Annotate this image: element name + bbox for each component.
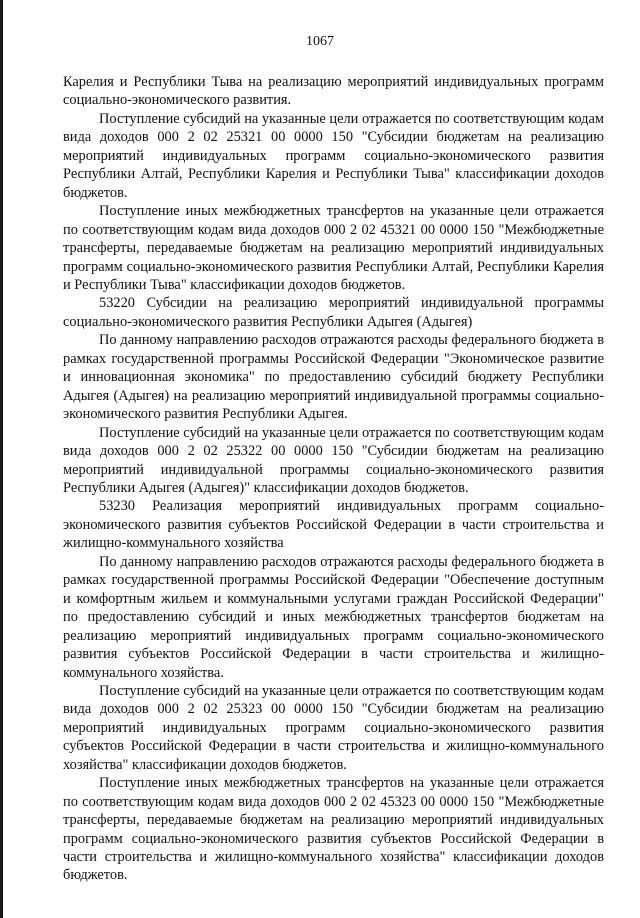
paragraph-9: Поступление субсидий на указанные цели отражается по соответствующим кодам вида доходов 000 2 02 25323 00 0000 150 "Субсидии бюджетам на реализацию мероприятий индивидуальных программ социально-экономического развития субъектов Российской Федерации в части строительства и жилищно-коммунального хозяйства" классификации доходов бюджетов. <box>63 682 604 773</box>
paragraph-1: Карелия и Республики Тыва на реализацию мероприятий индивидуальных программ социально-экономического развития. <box>63 74 604 109</box>
paragraph-10: Поступление иных межбюджетных трансфертов на указанные цели отражается по соответствующим кодам вида доходов 000 2 02 45323 00 0000 150 "Межбюджетные трансферты, передаваемые бюджетам на реализацию мероприятий индивидуальных программ социально-экономического развития субъектов Российской Федерации в части строительства и жилищно-коммунального хозяйства" классификации доходов бюджетов. <box>63 775 604 884</box>
section-heading-53220: 53220 Субсидии на реализацию мероприятий индивидуальной программы социально-экономического развития Республики Адыгея (Адыгея) <box>63 295 604 330</box>
scan-edge <box>0 0 3 918</box>
document-body <box>63 73 604 885</box>
paragraph-2: Поступление субсидий на указанные цели отражается по соответствующим кодам вида доходов 000 2 02 25321 00 0000 150 "Субсидии бюджетам на реализацию мероприятий индивидуальных программ социально-экономического развития Республики Алтай, Республики Карелия и Республики Тыва" классификации доходов бюджетов. <box>63 110 604 201</box>
paragraph-5: По данному направлению расходов отражаются расходы федерального бюджета в рамках государственной программы Российской Федерации "Экономическое развитие и инновационная экономика" по предоставлению субсидий бюджету Республики Адыгея (Адыгея) на реализацию мероприятий индивидуальной программы социально-экономического развития Республики Адыгея. <box>63 332 604 423</box>
page-number: 1067 <box>306 34 334 49</box>
paragraph-6: Поступление субсидий на указанные цели отражается по соответствующим кодам вида доходов 000 2 02 25322 00 0000 150 "Субсидии бюджетам на реализацию мероприятий индивидуальной программы социально-экономического развития Республики Адыгея (Адыгея)" классификации доходов бюджетов. <box>63 424 604 496</box>
paragraph-3: Поступление иных межбюджетных трансфертов на указанные цели отражается по соответствующим кодам вида доходов 000 2 02 45321 00 0000 150 "Межбюджетные трансферты, передаваемые бюджетам на реализацию мероприятий индивидуальных программ социально-экономического развития Республики Алтай, Республики Карелия и Республики Тыва" классификации доходов бюджетов. <box>63 203 604 293</box>
section-heading-53230: 53230 Реализация мероприятий индивидуальных программ социально-экономического развития субъектов Российской Федерации в части строительства и жилищно-коммунального хозяйства <box>63 498 604 552</box>
paragraph-8: По данному направлению расходов отражаются расходы федерального бюджета в рамках государственной программы Российской Федерации "Обеспечение доступным и комфортным жильем и коммунальными услугами граждан Российской Федерации" по предоставлению субсидий и иных межбюджетных трансфертов бюджетам на реализацию мероприятий индивидуальных программ социально-экономического развития субъектов Российской Федерации в части строительства и жилищно-коммунального хозяйства. <box>63 553 604 681</box>
